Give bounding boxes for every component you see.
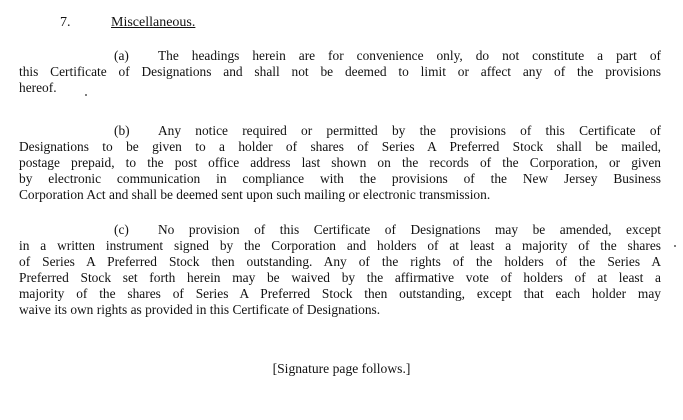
paragraph-line: majority of the shares of Series A Preferred Stock then outstanding, except that each holder may [19, 286, 661, 301]
scan-speck [85, 94, 87, 96]
paragraph-line: Corporation Act and shall be deemed sent upon such mailing or electronic transmission. [19, 187, 491, 202]
paragraph-line: this Certificate of Designations and shall not be deemed to limit or affect any of the provisions [19, 64, 661, 79]
paragraph-line: postage prepaid, to the post office address last shown on the records of the Corporation, or given [19, 155, 661, 170]
paragraph-line: Designations to be given to a holder of shares of Series A Preferred Stock shall be mailed, [19, 139, 661, 154]
paragraph-line: of Series A Preferred Stock then outstanding. Any of the rights of the holders of the Series A [19, 254, 661, 269]
section-heading [60, 15, 195, 31]
paragraph-marker: (c) [114, 222, 129, 237]
paragraph-line: hereof. [19, 80, 57, 95]
paragraph-line: (b) Any notice required or permitted by the provisions of this Certificate of [114, 123, 661, 138]
section-title: Miscellaneous. [111, 15, 196, 30]
section-number: 7. [60, 15, 71, 30]
paragraph-line: waive its own rights as provided in this Certificate of Designations. [19, 302, 381, 317]
paragraph-a [19, 48, 661, 96]
paragraph-b [19, 123, 661, 203]
paragraph-line: (c) No provision of this Certificate of Designations may be amended, except [114, 222, 661, 237]
paragraph-marker: (b) [114, 123, 130, 138]
paragraph-marker: (a) [114, 48, 129, 63]
signature-note: [Signature page follows.] [272, 361, 411, 376]
paragraph-line: (a) The headings herein are for convenience only, do not constitute a part of [114, 48, 661, 63]
paragraph-line: by electronic communication in compliance with the provisions of the New Jersey Business [19, 171, 661, 186]
scan-speck [674, 245, 676, 247]
paragraph-c [19, 222, 661, 318]
paragraph-line: Preferred Stock set forth herein may be waived by the affirmative vote of holders of at least a [19, 270, 661, 285]
paragraph-line: in a written instrument signed by the Corporation and holders of at least a majority of the shares [19, 238, 661, 253]
